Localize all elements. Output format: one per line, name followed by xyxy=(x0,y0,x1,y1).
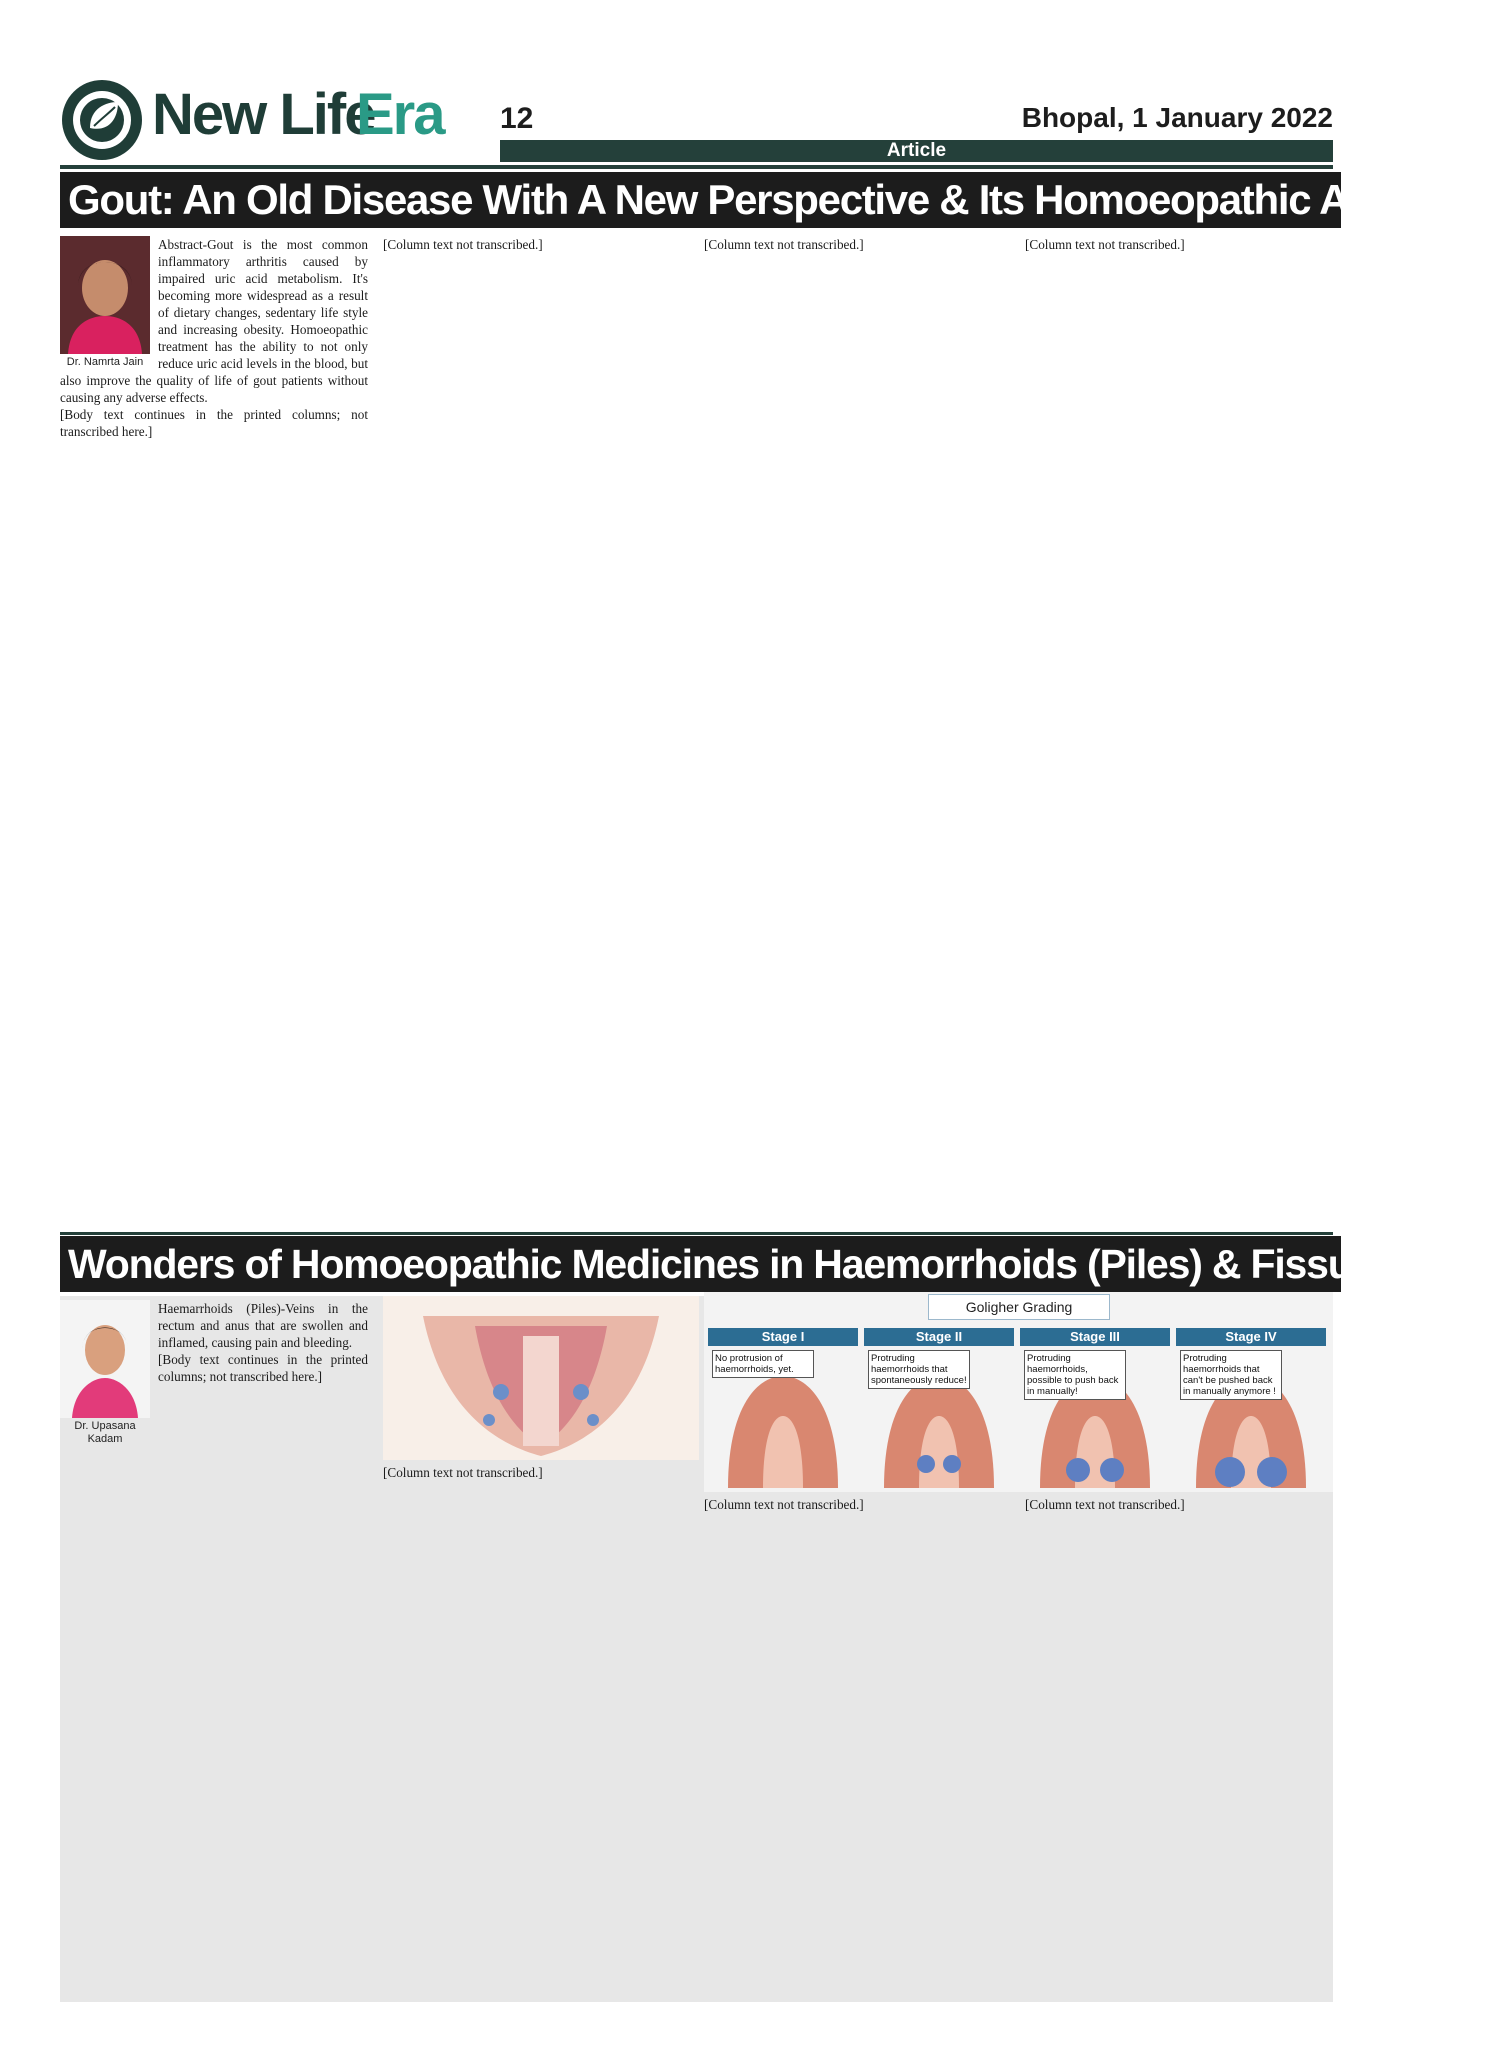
masthead xyxy=(60,72,1333,172)
article-1-paragraph: [Body text continues in the printed columns; not transcribed here.] xyxy=(60,407,368,439)
stage-note: Protruding haemorrhoids that spontaneously reduce! xyxy=(868,1350,970,1389)
stage-4-panel xyxy=(1176,1328,1326,1488)
figure-title: Goligher Grading xyxy=(928,1294,1110,1320)
newspaper-logo xyxy=(60,76,500,166)
avatar xyxy=(60,1300,150,1418)
stage-1-panel xyxy=(708,1328,858,1488)
article-1-paragraph: Abstract-Gout is the most common inflammatory arthritis caused by impaired uric acid metabolism. It's becoming more widespread as a result of dietary changes, sedentary life style and increasing obesity. Homoeopathic treatment has the ability to not only reduce uric acid levels in the blood, but also improve the quality of life of gout patients without causing any adverse effects. xyxy=(60,237,368,405)
article-1-paragraph: [Column text not transcribed.] xyxy=(1025,237,1185,252)
article-2-paragraph: [Body text continues in the printed columns; not transcribed here.] xyxy=(158,1352,368,1384)
article-1-column-4 xyxy=(1025,236,1333,1226)
article-1-paragraph: [Column text not transcribed.] xyxy=(704,237,864,252)
stage-label: Stage IV xyxy=(1176,1328,1326,1346)
stage-3-panel xyxy=(1020,1328,1170,1488)
stage-note: Protruding haemorrhoids that can't be pushed back in manually anymore ! xyxy=(1180,1350,1282,1400)
article-2-paragraph: [Column text not transcribed.] xyxy=(704,1497,864,1512)
article-1-column-2 xyxy=(383,236,689,1226)
stage-note: Protruding haemorrhoids, possible to push back in manually! xyxy=(1024,1350,1126,1400)
article-divider xyxy=(60,1232,1333,1235)
anal-anatomy-icon xyxy=(383,1296,699,1460)
section-label: Article xyxy=(500,140,1333,162)
author-caption: Dr. Namrta Jain xyxy=(66,356,144,368)
article-2-column-4 xyxy=(1025,1496,1333,2000)
article-2-column-1 xyxy=(60,1300,368,2000)
page-number: 12 xyxy=(500,102,534,135)
goligher-grading-figure xyxy=(704,1292,1333,1492)
article-2-paragraph: Haemarrhoids (Piles)-Veins in the rectum and anus that are swollen and inflamed, causing pain and bleeding. xyxy=(158,1301,368,1350)
anal-anatomy-illustration xyxy=(383,1296,699,1460)
stage-2-panel xyxy=(864,1328,1014,1488)
stage-note: No protrusion of haemorrhoids, yet. xyxy=(712,1350,814,1378)
logo-word-new-life: New Life xyxy=(152,82,375,147)
logo-word-era: Era xyxy=(356,82,444,147)
article-1-column-3 xyxy=(704,236,1010,1226)
author-photo-upasana-kadam xyxy=(60,1300,150,1446)
article-2-column-3 xyxy=(704,1496,1010,2000)
stage-label: Stage I xyxy=(708,1328,858,1346)
article-1-column-1 xyxy=(60,236,368,1226)
article-2-column-2 xyxy=(383,1464,689,2000)
dateline: Bhopal, 1 January 2022 xyxy=(1021,102,1333,133)
stage-label: Stage II xyxy=(864,1328,1014,1346)
avatar xyxy=(60,236,150,354)
article-2-paragraph: [Column text not transcribed.] xyxy=(1025,1497,1185,1512)
article-2-paragraph: [Column text not transcribed.] xyxy=(383,1465,543,1480)
author-caption: Dr. Upasana Kadam xyxy=(74,1420,136,1445)
article-1-headline: Gout: An Old Disease With A New Perspective & Its Homoeopathic Approach xyxy=(60,172,1341,228)
author-photo-namrta-jain xyxy=(60,236,150,369)
article-2-headline: Wonders of Homoeopathic Medicines in Haemorrhoids (Piles) & Fissure xyxy=(60,1236,1341,1292)
masthead-rule xyxy=(60,165,1333,169)
stage-label: Stage III xyxy=(1020,1328,1170,1346)
article-1-paragraph: [Column text not transcribed.] xyxy=(383,237,543,252)
